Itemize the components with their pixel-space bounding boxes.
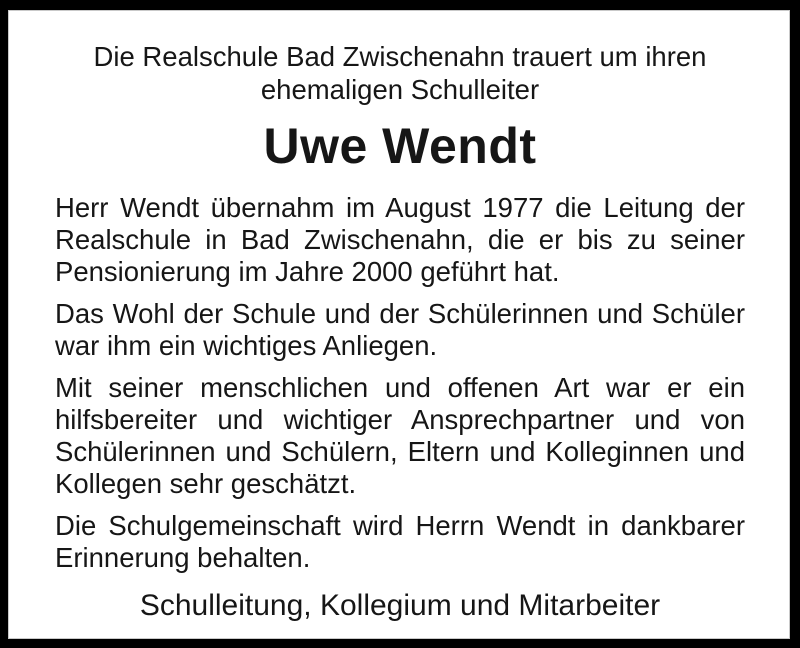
body-line: Realschule in Bad Zwischenahn, die er bis zu seiner <box>55 224 745 255</box>
body-paragraph-4 <box>55 510 745 574</box>
body-paragraph-2 <box>55 298 745 362</box>
body-line: war ihm ein wichtiges Anliegen. <box>55 330 438 361</box>
body-line: Kollegen sehr geschätzt. <box>55 468 357 499</box>
opening-text <box>55 40 745 106</box>
body-line: Das Wohl der Schule und der Schülerinnen und Schüler <box>55 298 745 329</box>
opening-line-1: Die Realschule Bad Zwischenahn trauert um ihren <box>93 41 707 72</box>
signature-line: Schulleitung, Kollegium und Mitarbeiter <box>139 589 661 622</box>
deceased-name: Uwe Wendt <box>263 118 537 174</box>
body-line: Erinnerung behalten. <box>55 542 311 573</box>
body-line: hilfsbereiter und wichtiger Ansprechpartner und von <box>55 404 745 435</box>
opening-line-2: ehemaligen Schulleiter <box>260 74 540 105</box>
body-line: Schülerinnen und Schülern, Eltern und Kolleginnen und <box>55 436 745 467</box>
body-line: Mit seiner menschlichen und offenen Art war er ein <box>55 372 745 403</box>
body-line: Herr Wendt übernahm im August 1977 die Leitung der <box>55 192 745 223</box>
body-line: Die Schulgemeinschaft wird Herrn Wendt in dankbarer <box>55 510 745 541</box>
body-line: Pensionierung im Jahre 2000 geführt hat. <box>55 256 560 287</box>
body-paragraph-1 <box>55 192 745 288</box>
body-paragraph-3 <box>55 372 745 500</box>
